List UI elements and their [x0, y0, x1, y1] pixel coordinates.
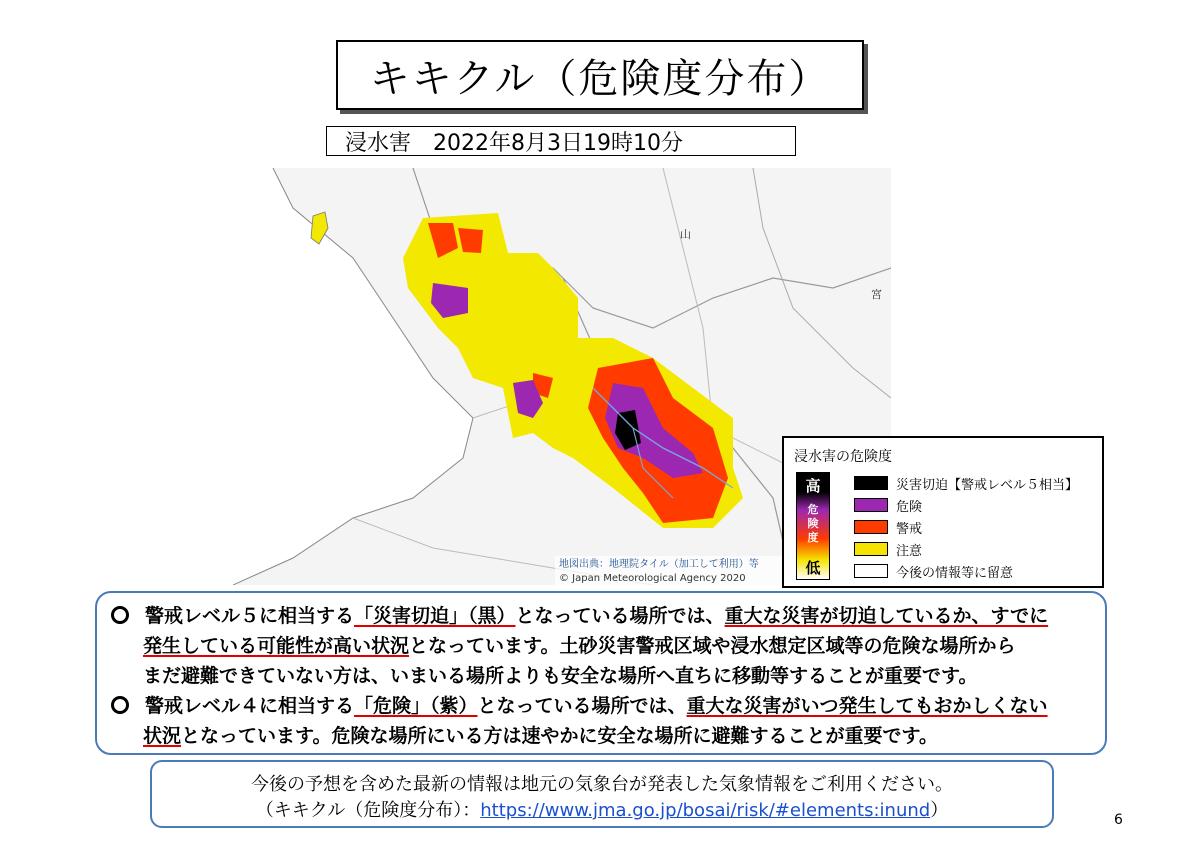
legend-item-danger — [854, 496, 922, 514]
info-text: 警戒レベル４に相当する — [145, 695, 355, 717]
map-credit-source: 地図出典：地理院タイル（加工して利用）等 — [559, 559, 759, 570]
legend-item-note — [854, 562, 1013, 580]
map-credit — [555, 556, 783, 585]
page-title: キキクル（危険度分布） — [336, 40, 864, 110]
info-text: まだ避難できていない方は、いまいる場所よりも安全な場所へ直ちに移動等することが重要です。 — [143, 665, 978, 687]
info-text: となっている場所では、 — [515, 605, 725, 627]
legend-swatch-white — [854, 564, 888, 578]
map-credit-copyright: © Japan Meteorological Agency 2020 — [559, 573, 746, 584]
legend-label: 災害切迫【警戒レベル５相当】 — [896, 477, 1079, 493]
info-text: となっています。土砂災害警戒区域や浸水想定区域等の危険な場所から — [409, 635, 1016, 657]
scale-low-label: 低 — [805, 559, 821, 577]
prefecture-border-3 — [753, 168, 891, 398]
legend-label: 危険 — [896, 499, 923, 515]
info-text: となっている場所では、 — [477, 695, 687, 717]
footer-prefix: （キキクル（危険度分布）： — [255, 800, 481, 821]
legend-title: 浸水害の危険度 — [794, 449, 892, 465]
info-emphasis: 重大な災害が切迫しているか、すでに — [724, 605, 1049, 627]
info-emphasis: 「危険」（紫） — [354, 695, 478, 717]
scale-mid-label — [797, 503, 829, 545]
legend-swatch-red — [854, 520, 888, 534]
legend-item-warning — [854, 518, 922, 536]
legend-label: 今後の情報等に留意 — [896, 565, 1014, 581]
legend-item-caution — [854, 540, 922, 558]
legend-panel — [782, 436, 1104, 588]
footer-box — [150, 760, 1054, 828]
info-line-1 — [111, 601, 1048, 628]
info-emphasis: 状況 — [143, 725, 182, 747]
info-text: 警戒レベル５に相当する — [145, 605, 355, 627]
info-emphasis: 「災害切迫」（黒） — [354, 605, 516, 627]
scale-high-label: 高 — [805, 477, 821, 495]
legend-item-imminent — [854, 474, 1078, 492]
page-number: 6 — [1114, 812, 1123, 828]
legend-swatch-purple — [854, 498, 888, 512]
footer-line-1: 今後の予想を含めた最新の情報は地元の気象台が発表した気象情報をご利用ください。 — [251, 774, 953, 795]
legend-swatch-black — [854, 476, 888, 490]
legend-scale-bar — [796, 472, 830, 580]
place-label-yama: 山 — [680, 228, 691, 241]
footer-line-2 — [152, 796, 1052, 822]
bullet-circle-icon — [111, 606, 129, 624]
map-subtitle — [326, 126, 796, 156]
scale-mid-text: 危険度 — [807, 503, 819, 544]
info-line-3 — [143, 661, 977, 688]
info-text: となっています。危険な場所にいる方は速やかに安全な場所に避難することが重要です。 — [181, 725, 938, 747]
info-line-4 — [111, 691, 1048, 718]
info-box — [95, 591, 1107, 755]
legend-label: 注意 — [896, 543, 923, 559]
place-label-miya: 宮 — [871, 288, 882, 301]
map-datetime: 2022年8月3日19時10分 — [433, 130, 683, 156]
info-emphasis: 発生している可能性が高い状況 — [143, 635, 410, 657]
info-line-5 — [143, 721, 938, 748]
hazard-type: 浸水害 — [345, 130, 412, 156]
legend-label: 警戒 — [896, 521, 923, 537]
info-emphasis: 重大な災害がいつ発生してもおかしくない — [686, 695, 1048, 717]
legend-swatch-yellow — [854, 542, 888, 556]
footer-suffix: ） — [930, 800, 949, 821]
info-line-2 — [143, 631, 1016, 658]
bullet-circle-icon — [111, 696, 129, 714]
kikikuru-link[interactable]: https://www.jma.go.jp/bosai/risk/#elements:inund — [480, 800, 931, 821]
